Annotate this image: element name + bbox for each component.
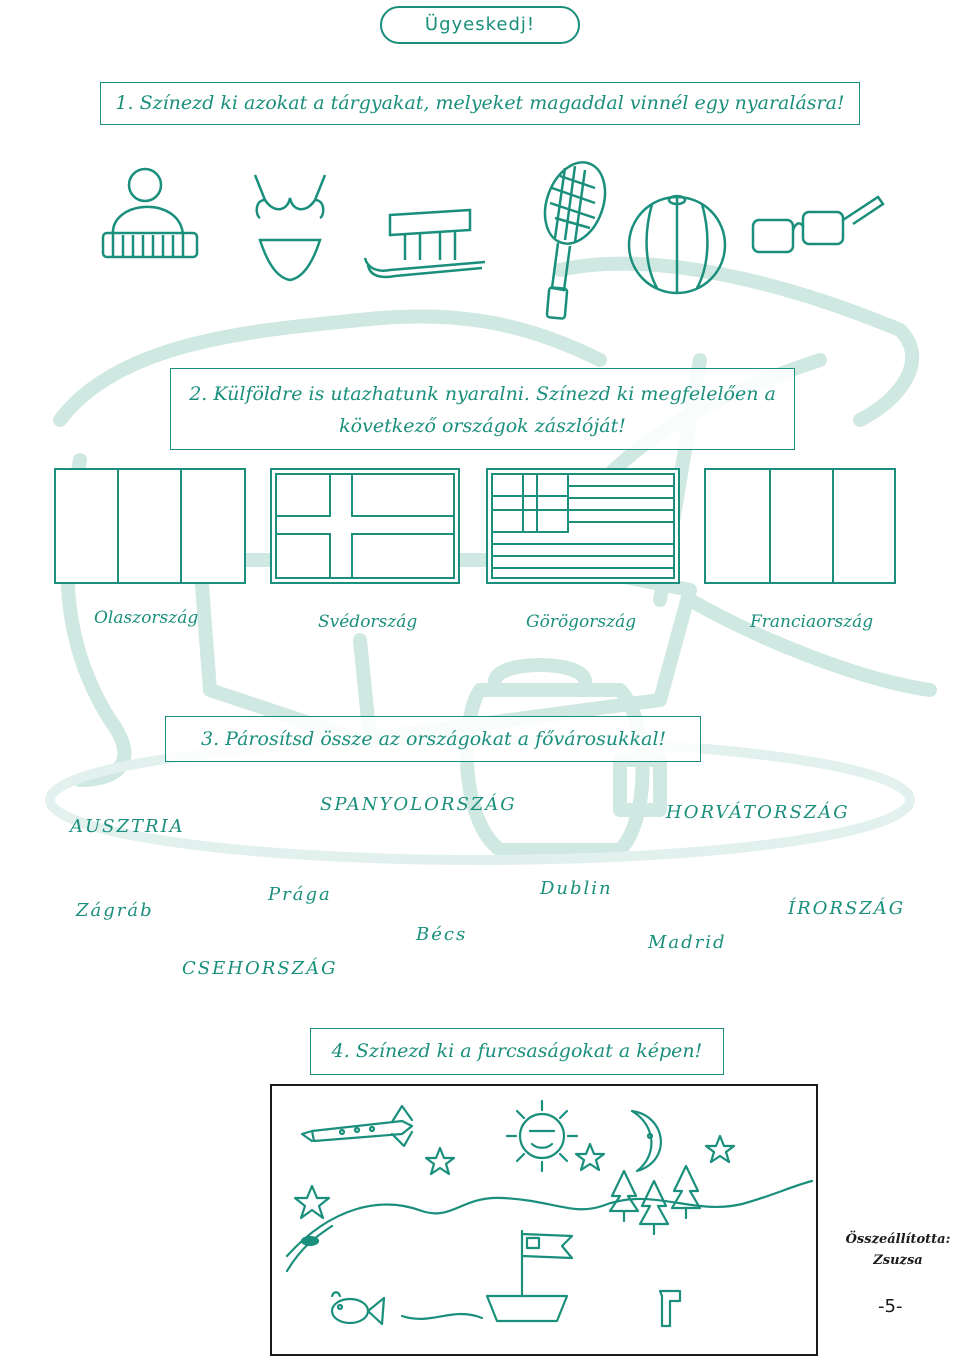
flag-label-italy: Olaszország (94, 608, 199, 628)
match-word-zagrab[interactable]: Zágráb (76, 900, 154, 921)
hills-line (287, 1181, 812, 1256)
fish-icon (332, 1292, 384, 1324)
task-2-instruction (170, 368, 795, 450)
boat-icon (487, 1231, 572, 1321)
tricolor-flag-icon (56, 470, 244, 582)
match-word-madrid[interactable]: Madrid (648, 932, 727, 953)
header-badge: Ügyeskedj! (380, 6, 580, 44)
task-4-instruction: 4. Színezd ki a furcsaságokat a képen! (310, 1028, 724, 1075)
sled-icon[interactable] (360, 200, 490, 280)
greek-flag-icon (488, 470, 678, 582)
match-word-spanyolorszag[interactable]: SPANYOLORSZÁG (320, 794, 517, 815)
sunglasses-icon[interactable] (748, 192, 888, 262)
winter-hat-icon[interactable] (95, 165, 205, 265)
match-word-dublin[interactable]: Dublin (540, 878, 613, 899)
periscope-icon (660, 1291, 680, 1326)
flag-france[interactable] (704, 468, 896, 584)
task-3-instruction: 3. Párosítsd össze az országokat a fővárosukkal! (165, 716, 701, 762)
match-word-horvatorszag[interactable]: HORVÁTORSZÁG (666, 802, 850, 823)
star-icon (706, 1136, 734, 1162)
task-1-instruction: 1. Színezd ki azokat a tárgyakat, melyeket magaddal vinnél egy nyaralásra! (100, 82, 860, 125)
flag-italy[interactable] (54, 468, 246, 584)
tricolor-flag-icon (706, 470, 894, 582)
match-word-praga[interactable]: Prága (268, 884, 332, 905)
match-word-becs[interactable]: Bécs (416, 924, 468, 945)
rocket-icon (302, 1106, 412, 1146)
bikini-icon[interactable] (250, 170, 330, 290)
credit-block (836, 1232, 960, 1268)
match-word-csehorszag[interactable]: CSEHORSZÁG (182, 958, 338, 979)
task-2-line-1: 2. Külföldre is utazhatunk nyaralni. Színezd ki megfelelően a (189, 383, 776, 405)
match-word-irorszag[interactable]: ÍRORSZÁG (788, 898, 906, 919)
credit-label: Összeállította: (845, 1232, 951, 1247)
match-word-ausztria[interactable]: AUSZTRIA (70, 816, 185, 837)
star-icon (576, 1144, 604, 1170)
flag-sweden[interactable] (270, 468, 460, 584)
flag-label-sweden: Svédország (318, 612, 418, 632)
page-number: -5- (878, 1296, 903, 1317)
oddities-picture-frame[interactable] (270, 1084, 818, 1356)
flag-label-france: Franciaország (750, 612, 874, 632)
star-icon (426, 1148, 454, 1174)
task-2-line-2: következő országok zászlóját! (339, 415, 626, 437)
star-icon (295, 1186, 329, 1218)
beach-ball-icon[interactable] (622, 190, 732, 300)
tree-icon (610, 1171, 638, 1221)
tree-icon (672, 1166, 700, 1218)
oddities-scene (272, 1086, 816, 1354)
flag-label-greece: Görögország (526, 612, 637, 632)
tennis-racket-icon[interactable] (530, 158, 610, 328)
moon-icon (632, 1111, 661, 1171)
credit-author: Zsuzsa (873, 1253, 923, 1268)
tree-icon (640, 1181, 668, 1234)
nordic-cross-flag-icon (272, 470, 458, 582)
flag-greece[interactable] (486, 468, 680, 584)
sun-icon (507, 1101, 577, 1171)
